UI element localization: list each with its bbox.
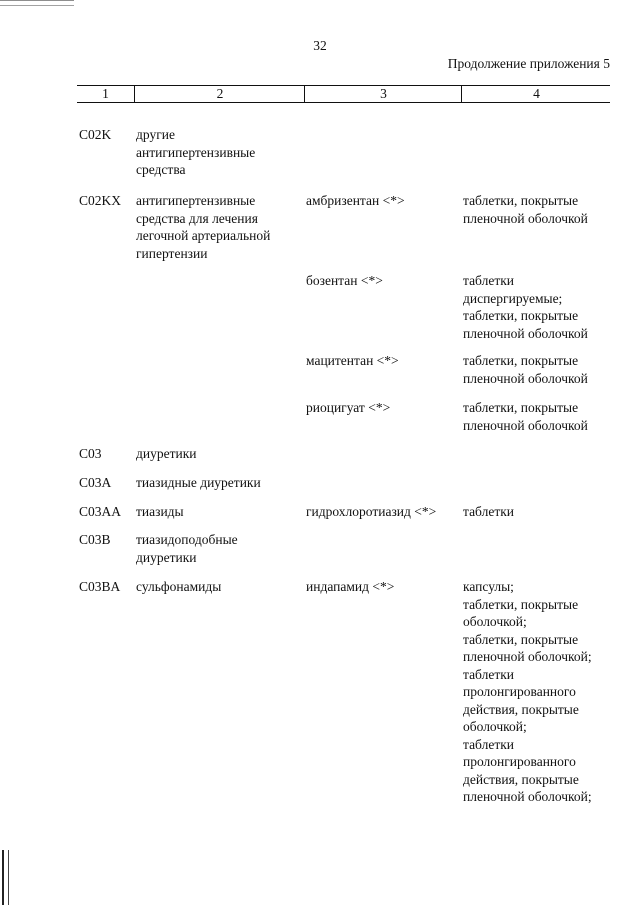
appendix-continuation-label: Продолжение приложения 5 (447, 56, 610, 71)
text-line: таблетки (463, 736, 515, 752)
text-line: пленочной оболочкой; (463, 649, 592, 664)
scan-edge-mark (0, 0, 74, 6)
dosage-form (463, 272, 588, 342)
atc-code: C03AA (79, 504, 122, 519)
text-line: действия, покрытые (463, 701, 579, 717)
dosage-form (463, 352, 588, 387)
dosage-form (463, 399, 588, 434)
text-line: таблетки, покрытые (463, 353, 579, 368)
text-line: оболочкой; (463, 719, 527, 734)
atc-code: C02K (79, 127, 112, 142)
text-line: пленочной оболочкой (463, 417, 588, 433)
text-line: гипертензии (136, 245, 208, 261)
text-line: пленочной оболочкой (463, 370, 588, 386)
text-line: пленочной оболочкой; (463, 789, 592, 804)
text-line: тиазидоподобные (136, 532, 238, 547)
group-name (136, 503, 184, 521)
text-line: другие (136, 127, 175, 142)
text-line: диуретики (136, 549, 197, 565)
text-line: таблетки, покрытые (463, 193, 579, 208)
text-line: средства для лечения (136, 210, 258, 226)
group-name (136, 578, 221, 596)
text-line: диспергируемые; (463, 290, 563, 306)
text-line: таблетки (463, 504, 515, 519)
text-line: сульфонамиды (136, 579, 222, 594)
group-name (136, 474, 261, 492)
scan-edge-mark (2, 850, 9, 905)
text-line: легочной артериальной (136, 228, 271, 243)
text-line: таблетки, покрытые (463, 400, 579, 415)
table-header (77, 85, 610, 103)
group-name (136, 445, 197, 463)
text-line: тиазидные диуретики (136, 475, 261, 490)
text-line: таблетки, покрытые (463, 596, 579, 612)
column-header: 1 (102, 86, 109, 101)
group-name (136, 192, 270, 262)
text-line: тиазиды (136, 504, 184, 519)
drug-name: амбризентан <*> (306, 193, 405, 208)
text-line: антигипертензивные (136, 144, 256, 160)
drug-name: риоцигуат <*> (306, 400, 391, 415)
text-line: таблетки (463, 666, 515, 682)
group-name (136, 126, 255, 179)
atc-code: C03A (79, 475, 112, 490)
dosage-form (463, 503, 514, 521)
dosage-form (463, 192, 588, 227)
text-line: действия, покрытые (463, 771, 579, 787)
text-line: диуретики (136, 446, 197, 461)
column-header: 4 (461, 86, 611, 102)
page-number: 32 (313, 38, 327, 53)
drug-name: гидрохлоротиазид <*> (306, 504, 437, 519)
dosage-form (463, 578, 592, 806)
text-line: таблетки, покрытые (463, 631, 579, 647)
text-line: средства (136, 162, 186, 177)
drug-name: бозентан <*> (306, 273, 383, 288)
text-line: таблетки (463, 273, 515, 288)
atc-code: C03 (79, 446, 102, 461)
group-name (136, 531, 238, 566)
text-line: оболочкой; (463, 614, 527, 629)
text-line: пленочной оболочкой (463, 325, 588, 341)
text-line: пленочной оболочкой (463, 210, 588, 226)
drug-name: мацитентан <*> (306, 353, 399, 368)
text-line: пролонгированного (463, 684, 576, 699)
text-line: капсулы; (463, 579, 514, 594)
atc-code: C03BA (79, 579, 121, 594)
drug-name: индапамид <*> (306, 579, 395, 594)
column-header: 3 (304, 86, 462, 102)
atc-code: C03B (79, 532, 111, 547)
atc-code: C02KX (79, 193, 122, 208)
text-line: пролонгированного (463, 754, 576, 769)
text-line: антигипертензивные (136, 193, 256, 208)
text-line: таблетки, покрытые (463, 308, 579, 323)
column-header: 2 (134, 86, 305, 102)
